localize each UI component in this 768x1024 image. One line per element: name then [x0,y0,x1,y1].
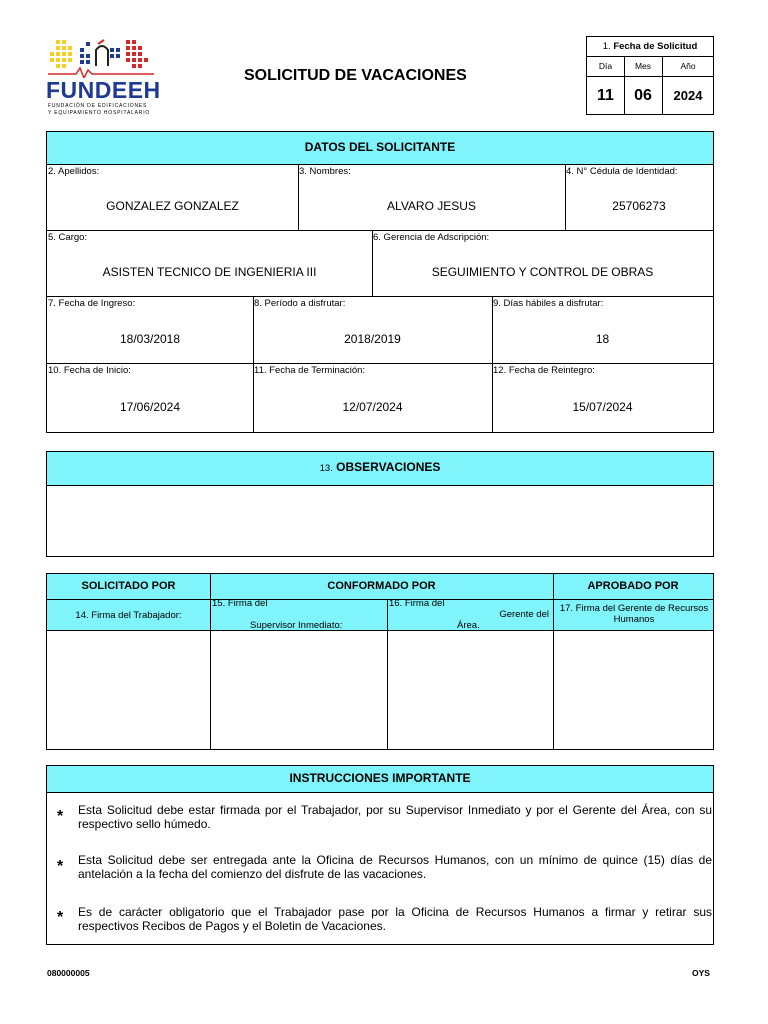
firma-supervisor-space [211,631,387,749]
observaciones-section [46,451,714,557]
datos-solicitante-section [46,131,714,433]
fecha-solicitud-label: 1. Fecha de Solicitud [602,41,698,52]
instruccion-item: Esta Solicitud debe ser entregada ante la Oficina de Recursos Humanos, con un mínimo de quince (15) días de antelación a la fecha del comienzo del disfrute de las vacaciones. [78,853,712,881]
firma-gerente-area-label-1: 16. Firma del [389,598,445,609]
dia-label: Día [598,61,613,71]
dia-value: 11 [597,87,614,104]
datos-solicitante-header: DATOS DEL SOLICITANTE [47,132,713,164]
periodo-field: 8. Período a disfrutar: 2018/2019 [254,298,401,346]
conformado-por-header: CONFORMADO POR [327,580,436,592]
solicitado-por-header: SOLICITADO POR [81,580,176,592]
observaciones-header: 13. OBSERVACIONES [47,452,713,485]
logo-tagline-1: FUNDACIÓN DE EDIFICACIONES [48,103,148,109]
firma-gerente-area-label-3: Área. [457,620,480,631]
instruccion-item: Es de carácter obligatorio que el Trabajador pase por la Oficina de Recursos Humanos a firmar y retirar sus respectivos Recibos de Pagos y el Boletin de Vacaciones. [78,905,712,933]
fecha-ingreso-field: 7. Fecha de Ingreso: 18/03/2018 [48,298,181,346]
firma-gerente-rrhh-space [554,631,713,749]
firmas-section [46,573,714,750]
ano-value: 2024 [673,88,703,103]
ano-label: Año [680,61,696,71]
apellidos-field: 2. Apellidos: GONZALEZ GONZALEZ [48,166,239,213]
mes-label: Mes [634,61,652,71]
fecha-inicio-field: 10. Fecha de Inicio: 17/06/2024 [48,365,181,414]
instruccion-bullet: * [57,909,64,926]
instrucciones-section [46,765,714,945]
firma-trabajador-label: 14. Firma del Trabajador: [75,610,182,621]
footer-dept: OYS [692,968,710,978]
logo-graphic [46,36,158,78]
firma-gerente-area-label-2: Gerente del [499,609,549,620]
form-title: SOLICITUD DE VACACIONES [244,67,467,84]
company-logo [46,36,161,120]
instruccion-bullet: * [57,858,64,875]
firma-trabajador-space [47,631,210,749]
footer-code: 080000005 [47,968,90,978]
nombres-field: 3. Nombres: ALVARO JESUS [299,166,476,213]
cedula-field: 4. N° Cédula de Identidad: 25706273 [566,166,678,213]
instruccion-item: Esta Solicitud debe estar firmada por el Trabajador, por su Supervisor Inmediato y por el Gerente del Área, con su respectivo sello húmedo. [78,803,712,831]
dias-habiles-field: 9. Días hábiles a disfrutar: 18 [493,298,610,346]
fecha-terminacion-field: 11. Fecha de Terminación: 12/07/2024 [254,365,403,414]
fecha-reintegro-field: 12. Fecha de Reintegro: 15/07/2024 [493,365,633,414]
firma-supervisor-label-1: 15. Firma del [212,598,268,609]
aprobado-por-header: APROBADO POR [587,580,679,592]
logo-name: FUNDEEH [46,77,161,103]
logo-tagline-2: Y EQUIPAMIENTO HOSPITALARIO [48,110,151,116]
fecha-solicitud-box [586,36,714,115]
mes-value: 06 [634,87,652,104]
gerencia-field: 6. Gerencia de Adscripción: SEGUIMIENTO Y CONTROL DE OBRAS [373,232,654,279]
cargo-field: 5. Cargo: ASISTEN TECNICO DE INGENIERIA III [48,232,317,279]
firma-gerente-rrhh-label: 17. Firma del Gerente de Recursos Humanos [559,603,709,625]
instrucciones-header: INSTRUCCIONES IMPORTANTE [47,766,713,792]
firma-supervisor-label-2: Supervisor Inmediato: [250,620,343,631]
firma-gerente-area-space [388,631,553,749]
instruccion-bullet: * [57,808,64,825]
